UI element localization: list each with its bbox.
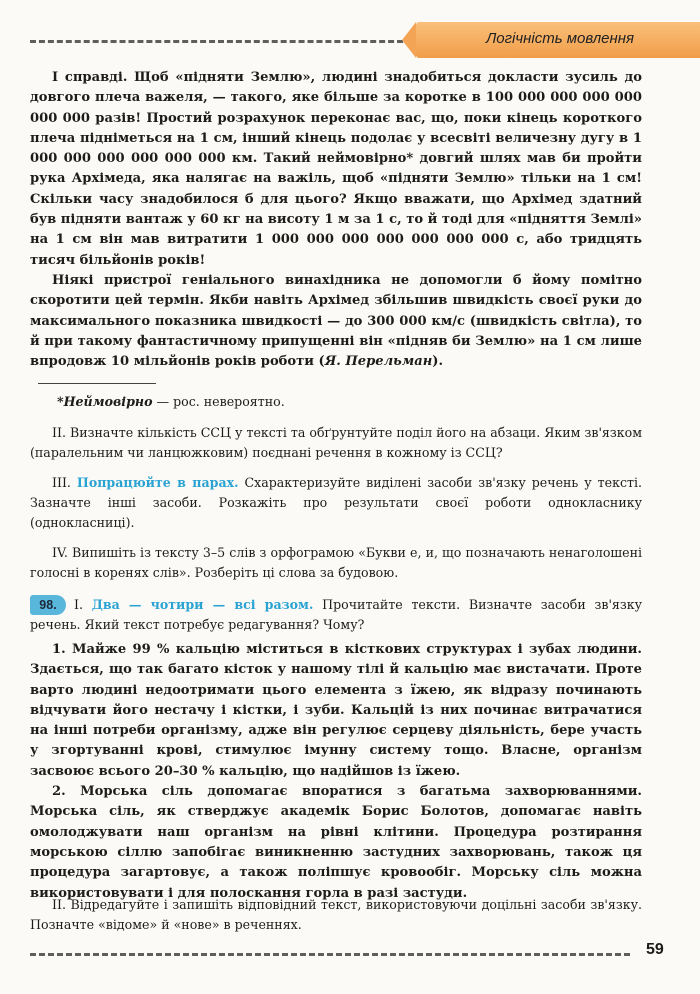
task-2-text: ІІ. Визначте кількість ССЦ у тексті та обґрунтуйте поділ його на абзаци. Яким зв'язком (паралельним чи ланцюжковим) поєднані речення в кожному із ССЦ? bbox=[30, 425, 642, 460]
exercise-task-2 bbox=[30, 895, 642, 935]
exercise-intro-prefix: І. bbox=[74, 597, 92, 612]
task-3-text bbox=[30, 473, 642, 533]
exercise-intro bbox=[30, 595, 642, 635]
exercise-text-1: 1. Майже 99 % кальцію міститься в кісткових структурах і зубах людини. Здається, що так багато кісток у нашому тілі й кальцію має вистачати. Проте варто людині недоотримати цього елемента з їжею, як відразу починають відчувати його нестачу і кістки, і зуби. Кальцій із них починає витрачатися на інші потреби організму, адже він регулює серцеву діяльність, бере участь у згортуванні крові, стимулює імунну систему тощо. Власне, організм засвоює всього 20–30 % кальцію, що надійшов із їжею. bbox=[30, 642, 642, 779]
paragraph-2 bbox=[30, 271, 642, 372]
exercise-texts bbox=[30, 640, 642, 904]
paragraph-2-body: Ніякі пристрої геніального винахідника не допомогли б йому помітно скоротити цей термін. Якби навіть Архімед збільшив швидкість своєї руки до максимального показника швидкості — до 300 000 км/с (швидкість світла), то й при такому фантастичному припущенні він «підняв би Землю» на 1 см лише впродовж 10 мільйонів років роботи ( bbox=[30, 272, 642, 370]
exercise-number-badge: 98. bbox=[30, 595, 66, 615]
exercise-intro-text bbox=[30, 595, 642, 635]
task-4-text: IV. Випишіть із тексту 3–5 слів з орфограмою «Букви е, и, що позначають ненаголошені голосні в коренях слів». Розберіть ці слова за будовою. bbox=[30, 545, 642, 580]
exercise-intro-rest: Прочитайте тексти. Визначте засоби зв'язку речень. Який текст потребує редагування? Чому? bbox=[30, 597, 643, 632]
footnote bbox=[57, 392, 617, 412]
section-title: Логічність мовлення bbox=[486, 30, 635, 47]
footnote-definition: — рос. невероятно. bbox=[152, 394, 285, 409]
page-number: 59 bbox=[646, 941, 664, 958]
task-4 bbox=[30, 543, 642, 583]
task-3 bbox=[30, 473, 642, 533]
exercise-text-2: 2. Морська сіль допомагає впоратися з багатьма захворюваннями. Морська сіль, як стверджує академік Борис Болотов, допомагає навіть омолоджувати наш організм на рівні клітини. Процедура розтирання морською сіллю запобігає виникненню застудних захворювань, також ця процедура загартовує, а також поліпшує кровообіг. Морську сіль можна використовувати і для полоскання горла в разі застуди. bbox=[30, 784, 642, 901]
footnote-term: *Неймовірно bbox=[57, 394, 153, 409]
task-2 bbox=[30, 423, 642, 463]
task-3-rest: Схарактеризуйте виділені засоби зв'язку речень у тексті. Зазначте інші засоби. Розкажіть про результати своєї роботи однокласнику (однокласниці). bbox=[30, 475, 642, 530]
task-3-accent: Попрацюйте в парах. bbox=[76, 475, 239, 490]
section-header-tab bbox=[416, 22, 700, 58]
task-3-prefix: ІІІ. bbox=[52, 475, 77, 490]
main-text bbox=[30, 68, 642, 372]
footer-dashed-line bbox=[30, 953, 630, 956]
exercise-intro-accent: Два — чотири — всі разом. bbox=[91, 597, 314, 612]
exercise-task-2-text: ІІ. Відредагуйте і запишіть відповідний текст, використовуючи доцільні засоби зв'язку. Позначте «відоме» й «нове» в реченнях. bbox=[30, 897, 642, 932]
footnote-rule bbox=[38, 383, 156, 384]
paragraph-2-author: Я. Перельман bbox=[324, 354, 433, 370]
paragraph-1: І справді. Щоб «підняти Землю», людині знадобиться докласти зусиль до довгого плеча важеля, — такого, яке більше за коротке в 100 000 000 000 000 000 000 разів! Простий розрахунок переконає вас, що, поки кінець короткого плеча підніметься на 1 см, інший кінець подолає у всесвіті величезну дугу в 1 000 000 000 000 000 000 км. Такий неймовірно* довгий шлях мав би пройти рука Архімеда, яка налягає на важіль, щоб «підняти Землю» тільки на 1 см! Скільки часу знадобилося б для цього? Якщо вважати, що Архімед здатний був підняти вантаж у 60 кг на висоту 1 м за 1 с, то й тоді для «підняття Землі» на 1 см він мав витратити 1 000 000 000 000 000 000 000 с, або тридцять тисяч більйонів років! bbox=[30, 70, 642, 268]
header-dashed-line bbox=[30, 40, 412, 43]
paragraph-2-end: ). bbox=[432, 354, 444, 370]
